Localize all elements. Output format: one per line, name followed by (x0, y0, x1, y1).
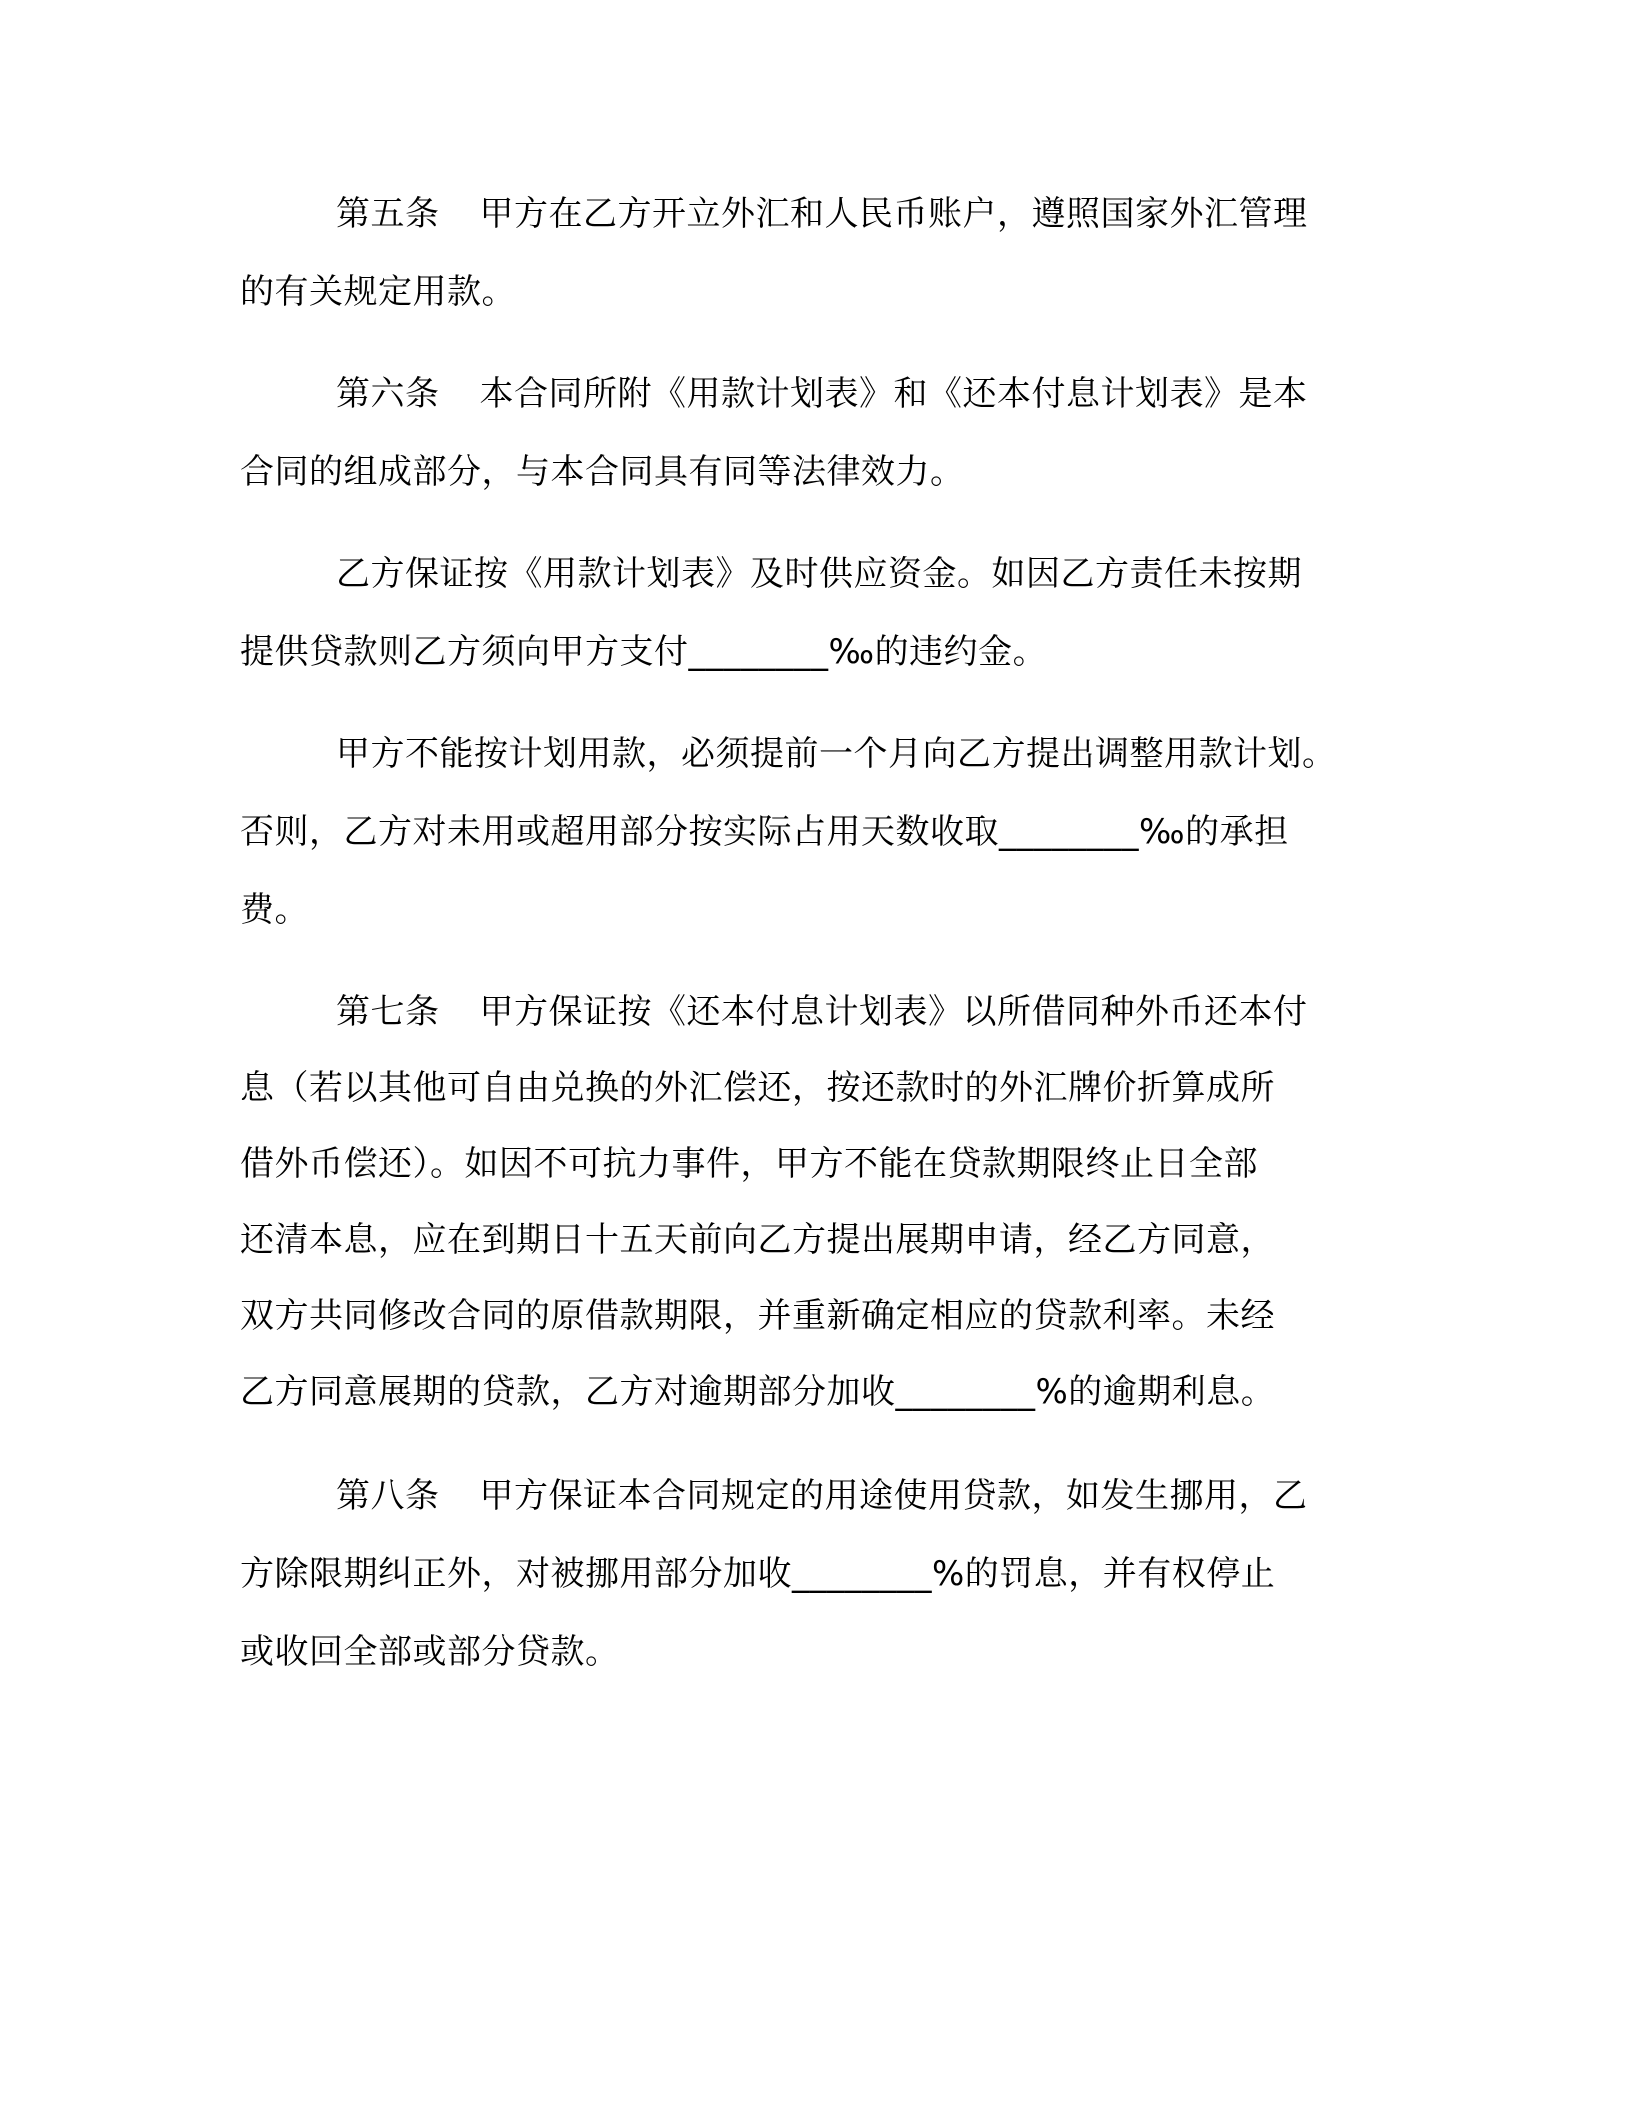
article7-line4: 还清本息，应在到期日十五天前向乙方提出展期申请，经乙方同意， (240, 1220, 1275, 1260)
article6-heading: 第六条 (336, 374, 440, 414)
article5-line2: 的有关规定用款。 (240, 272, 516, 312)
article7-text1: 甲方保证按《还本付息计划表》以所借同种外币还本付 (479, 992, 1308, 1032)
article5-heading: 第五条 (336, 194, 440, 234)
article7-line5: 双方共同修改合同的原借款期限，并重新确定相应的贷款利率。未经 (240, 1296, 1275, 1336)
article8-line2: 方除限期纠正外，对被挪用部分加收________%的罚息，并有权停止 (240, 1554, 1276, 1594)
article8-line1 (336, 1474, 1308, 1518)
adjust-line2: 否则，乙方对未用或超用部分按实际占用天数收取________‰的承担 (240, 812, 1289, 852)
article6-line1 (336, 372, 1308, 416)
article7-line1 (336, 990, 1308, 1034)
article7-line2: 息（若以其他可自由兑换的外汇偿还，按还款时的外汇牌价折算成所 (240, 1068, 1275, 1108)
article8-heading: 第八条 (336, 1476, 440, 1516)
article5-text1: 甲方在乙方开立外汇和人民币账户，遵照国家外汇管理 (479, 194, 1308, 234)
article5-line1 (336, 192, 1308, 236)
article7-line6: 乙方同意展期的贷款，乙方对逾期部分加收________%的逾期利息。 (240, 1372, 1276, 1412)
article6-text1: 本合同所附《用款计划表》和《还本付息计划表》是本 (479, 374, 1308, 414)
supply-line2: 提供贷款则乙方须向甲方支付________‰的违约金。 (240, 632, 1048, 672)
adjust-line3: 费。 (240, 890, 309, 930)
supply-line1: 乙方保证按《用款计划表》及时供应资金。如因乙方责任未按期 (336, 554, 1302, 594)
article7-heading: 第七条 (336, 992, 440, 1032)
adjust-line1: 甲方不能按计划用款，必须提前一个月向乙方提出调整用款计划。 (336, 734, 1337, 774)
article6-line2: 合同的组成部分，与本合同具有同等法律效力。 (240, 452, 965, 492)
article8-text1: 甲方保证本合同规定的用途使用贷款，如发生挪用，乙 (479, 1476, 1308, 1516)
article7-line3: 借外币偿还）。如因不可抗力事件，甲方不能在贷款期限终止日全部 (240, 1144, 1258, 1184)
article8-line3: 或收回全部或部分贷款。 (240, 1632, 620, 1672)
